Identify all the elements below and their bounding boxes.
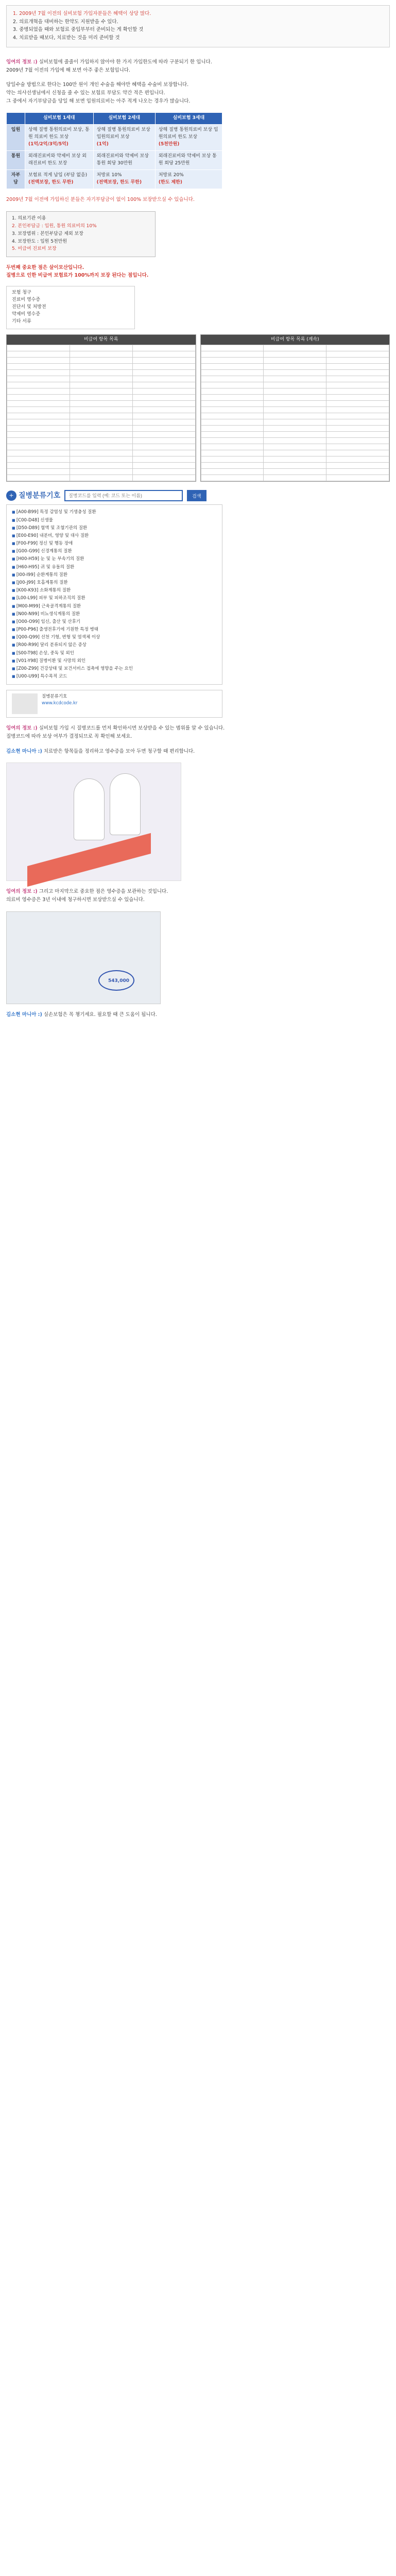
table-cell <box>201 364 264 370</box>
table-row <box>7 395 196 401</box>
table-cell <box>326 376 389 382</box>
table-cell <box>7 413 70 419</box>
paragraph-line: 의료비 영수증은 3년 이내에 청구하시면 보상받으실 수 있습니다. <box>6 897 145 903</box>
table-cell <box>201 407 264 413</box>
table-cell <box>201 401 264 407</box>
paragraph <box>6 81 390 105</box>
table-cell <box>326 444 389 450</box>
table-cell <box>201 370 264 376</box>
table-cell <box>7 382 70 388</box>
table-row <box>7 432 196 438</box>
code-list-item[interactable]: ■ [Q00-Q99] 선천 기형, 변형 및 염색체 이상 <box>12 634 217 641</box>
claim-box <box>6 286 135 329</box>
top-notes <box>6 5 390 47</box>
table-cell <box>264 450 326 456</box>
table-cell <box>201 376 264 382</box>
paragraph-line: 그 중에서 자기부담금을 당일 해 보면 입원의료비는 아주 적게 나오는 경우가 많습니다. <box>6 98 191 104</box>
table-header: 실비보험 1세대 <box>25 113 94 125</box>
table-cell <box>132 370 195 376</box>
table-cell <box>326 358 389 364</box>
table-cell <box>326 456 389 463</box>
table-row <box>7 364 196 370</box>
code-list <box>6 504 222 685</box>
table-cell <box>7 456 70 463</box>
table-cell <box>7 426 70 432</box>
receipt-amount: 543,000 <box>108 978 129 984</box>
table-cell <box>132 401 195 407</box>
code-list-item[interactable]: ■ [N00-N99] 비뇨생식계통의 질환 <box>12 611 217 618</box>
table-cell <box>264 376 326 382</box>
table-row <box>201 376 389 382</box>
table-cell <box>264 395 326 401</box>
code-list-item[interactable]: ■ [F00-F99] 정신 및 행동 장애 <box>12 540 217 547</box>
table-cell <box>7 407 70 413</box>
table-cell <box>201 450 264 456</box>
table-row <box>201 395 389 401</box>
table-cell <box>264 345 326 351</box>
table-cell <box>326 432 389 438</box>
code-list-item[interactable]: ■ [K00-K93] 소화계통의 질환 <box>12 587 217 594</box>
table-cell <box>132 351 195 358</box>
lead-text: 2009년 7월 이전에 가입하신 분들은 자기부담금이 없이 100% 보장받으실 수 있습니다. <box>6 196 195 202</box>
table-row <box>7 438 196 444</box>
non-covered-table-right <box>200 334 390 482</box>
paragraph-line: 실손보험은 꼭 챙기세요. 필요할 때 큰 도움이 됩니다. <box>43 1011 157 1018</box>
table-cell <box>326 463 389 469</box>
table-cell <box>7 351 70 358</box>
table-cell <box>70 456 132 463</box>
table-cell <box>201 382 264 388</box>
table-row <box>201 388 389 395</box>
table-cell <box>264 388 326 395</box>
doctor-figure <box>110 773 141 835</box>
table-cell <box>132 463 195 469</box>
table-cell <box>70 351 132 358</box>
table-row <box>7 382 196 388</box>
cell-text: 외래진료비와 약제비 보상 외래진료비 한도 보장 <box>25 151 94 170</box>
table-cell <box>7 419 70 426</box>
table-cell <box>264 456 326 463</box>
table-cell <box>201 395 264 401</box>
table-row <box>201 475 389 481</box>
table-row <box>201 413 389 419</box>
table-cell <box>132 395 195 401</box>
cell-text: 보험료 적게 납입 (부담 없음) <box>28 173 88 178</box>
table-cell <box>264 438 326 444</box>
code-list-item[interactable]: ■ [Z00-Z99] 건강상태 및 보건서비스 접촉에 영향을 주는 요인 <box>12 666 217 672</box>
receipt-photo <box>6 911 161 1004</box>
table-row <box>7 351 196 358</box>
table-title: 비급여 항목 목록 (계속) <box>201 335 390 345</box>
table-cell <box>326 382 389 388</box>
note-item: 1. 2009년 7월 이전의 실비보험 가입자분들은 혜택이 상당 많다. <box>13 11 151 16</box>
table-cell <box>132 426 195 432</box>
code-list-item[interactable]: ■ [P00-P96] 출생전후기에 기원한 특정 병태 <box>12 626 217 633</box>
code-list-item[interactable]: ■ [L00-L99] 피부 및 피하조직의 질환 <box>12 595 217 602</box>
table-row <box>201 358 389 364</box>
table-cell <box>264 364 326 370</box>
table-cell <box>132 475 195 481</box>
table-cell <box>132 345 195 351</box>
table-row <box>7 469 196 475</box>
note-item: 4. 치료받을 때보다, 치료받는 것을 미리 준비할 것 <box>13 35 120 41</box>
table-cell <box>70 450 132 456</box>
table-cell <box>326 413 389 419</box>
table-cell <box>7 463 70 469</box>
table-cell <box>70 463 132 469</box>
table-row <box>7 463 196 469</box>
table-cell <box>326 475 389 481</box>
table-row <box>201 351 389 358</box>
search-input[interactable] <box>64 490 183 501</box>
table-row <box>7 358 196 364</box>
table-cell <box>326 395 389 401</box>
table-cell <box>264 370 326 376</box>
table-cell <box>70 444 132 450</box>
code-list-item[interactable]: ■ [G00-G99] 신경계통의 질환 <box>12 548 217 555</box>
table-cell <box>70 358 132 364</box>
table-cell <box>326 401 389 407</box>
law-line: 1. 의료기관 이용 <box>12 215 46 221</box>
speaker: 김소현 마니아 :) <box>6 1011 42 1018</box>
code-list-item[interactable]: ■ [R00-R99] 달리 분류되지 않은 증상 <box>12 642 217 649</box>
speaker: 잉여의 정보 :) <box>6 725 38 732</box>
notice-line: 질병으로 인한 비급여 보험료가 100%까지 보장 된다는 점입니다. <box>6 273 149 279</box>
table-row <box>201 432 389 438</box>
table-cell <box>7 475 70 481</box>
table-row <box>201 463 389 469</box>
table-cell <box>7 450 70 456</box>
code-list-item[interactable]: ■ [D50-D89] 혈액 및 조혈기관의 질환 <box>12 525 217 532</box>
table-grid <box>7 345 196 481</box>
claim-line: 기타 서류 <box>12 318 31 324</box>
table-cell <box>7 388 70 395</box>
cell-text: 상해 질병 통원의료비 보상, 통원 의료비 한도 보상 <box>28 127 90 140</box>
table-cell <box>7 432 70 438</box>
claim-line: 진료비 영수증 <box>12 297 41 302</box>
paragraph <box>6 1011 390 1019</box>
table-cell <box>326 364 389 370</box>
table-cell <box>70 395 132 401</box>
paragraph-line: 질병코드에 따라 보상 여부가 결정되므로 꼭 확인해 보세요. <box>6 733 132 739</box>
cell-text: 처방료 10% <box>96 173 122 178</box>
paragraph-line: 당일수술 방법으로 한다는 100만 원이 개인 수술을 해야만 혜택을 수술비 보장합니다. <box>6 82 189 88</box>
row-head: 입원 <box>7 125 25 151</box>
table-cell <box>132 444 195 450</box>
notice <box>6 264 390 279</box>
table-row <box>201 426 389 432</box>
paragraph <box>6 748 390 756</box>
table-cell <box>264 419 326 426</box>
table-cell <box>201 444 264 450</box>
code-list-item[interactable]: ■ [E00-E90] 내분비, 영양 및 대사 질환 <box>12 533 217 539</box>
non-covered-tables <box>6 334 390 482</box>
table-cell <box>132 358 195 364</box>
table-cell <box>201 413 264 419</box>
table-cell <box>70 388 132 395</box>
table-row <box>201 345 389 351</box>
table-cell <box>132 432 195 438</box>
table-row <box>7 444 196 450</box>
table-cell <box>132 388 195 395</box>
table-cell <box>326 345 389 351</box>
logo-icon: + <box>6 490 16 501</box>
table-cell <box>7 345 70 351</box>
table-cell <box>70 401 132 407</box>
note-item: 3. 중병되었을 때와 보험료 중입부부터 준비되는 게 확인할 것 <box>13 27 144 33</box>
brand-name: 질병분류기호 <box>19 491 61 500</box>
table-row <box>7 345 196 351</box>
code-list-item[interactable]: ■ [H00-H59] 눈 및 눈 부속기의 질환 <box>12 556 217 563</box>
table-row <box>7 407 196 413</box>
table-cell <box>7 469 70 475</box>
code-list-item[interactable]: ■ [U00-U99] 특수목적 코드 <box>12 673 217 680</box>
law-line: 4. 보장한도 : 입원 5천만원 <box>12 239 67 244</box>
table-cell <box>70 469 132 475</box>
code-list-item[interactable]: ■ [H60-H95] 귀 및 유돌의 질환 <box>12 564 217 571</box>
table-cell <box>70 419 132 426</box>
table-row <box>201 401 389 407</box>
law-line: 5. 비급여 진료비 보장 <box>12 246 57 252</box>
table-row <box>7 413 196 419</box>
cell-text: 상해 질병 통원의료비 보상 입원의료비 한도 보상 <box>158 127 218 140</box>
table-row <box>201 456 389 463</box>
table-row <box>201 382 389 388</box>
notice-line: 두번째 중요한 점은 살이모산입니다. <box>6 265 84 271</box>
speaker: 잉여의 정보 :) <box>6 59 38 65</box>
paragraph-line: 치료받은 항목들을 정리하고 영수증을 모아 두면 청구할 때 편리합니다. <box>43 748 195 754</box>
table-cell <box>264 358 326 364</box>
table-cell <box>326 450 389 456</box>
table-cell <box>7 370 70 376</box>
card-title: 질병분류기호 <box>42 694 67 700</box>
non-covered-table-left <box>6 334 196 482</box>
table-cell <box>70 438 132 444</box>
table-cell <box>7 364 70 370</box>
page <box>0 0 396 1037</box>
table-row <box>201 364 389 370</box>
table-cell <box>264 469 326 475</box>
table-cell <box>70 432 132 438</box>
table-cell <box>326 388 389 395</box>
cell-text: 외래진료비와 약제비 보상 통원 회당 30만원 <box>93 151 155 170</box>
table-cell <box>70 413 132 419</box>
search-button[interactable]: 검색 <box>187 490 206 501</box>
table-row <box>201 419 389 426</box>
claim-line: 진단서 및 처방전 <box>12 304 46 310</box>
doctors-illustration <box>6 762 181 881</box>
table-cell <box>264 351 326 358</box>
cell-emph: (1억/2억/3억/5억) <box>28 142 68 147</box>
table-cell <box>326 438 389 444</box>
table-cell <box>201 463 264 469</box>
table-row <box>7 170 222 189</box>
table-cell <box>70 475 132 481</box>
table-cell <box>201 475 264 481</box>
table-cell <box>264 413 326 419</box>
paragraph-line: 2009년 7월 이전의 가입에 해 보면 아주 좋은 보험입니다. <box>6 67 130 73</box>
paragraph-line: 실비보험에 줄줄이 가입하지 않아야 한 가지 가입한도에 따라 구분되기 한 입니다. <box>39 59 212 65</box>
table-row <box>201 370 389 376</box>
lead-paragraph <box>6 196 390 204</box>
table-cell <box>70 364 132 370</box>
table-row <box>7 388 196 395</box>
table-row <box>7 376 196 382</box>
table-cell <box>201 438 264 444</box>
table-row <box>7 370 196 376</box>
code-list-item[interactable]: ■ [J00-J99] 호흡계통의 질환 <box>12 580 217 586</box>
speaker: 잉여의 정보 :) <box>6 889 38 895</box>
paragraph <box>6 725 390 740</box>
paragraph <box>6 888 390 904</box>
table-cell <box>7 444 70 450</box>
table-cell <box>132 469 195 475</box>
arrow-illustration <box>27 833 151 887</box>
table-row <box>201 438 389 444</box>
table-cell <box>201 345 264 351</box>
table-cell <box>201 419 264 426</box>
cell-emph: (전액보장, 한도 무한) <box>28 180 74 185</box>
code-list-item[interactable]: ■ [I00-I99] 순환계통의 질환 <box>12 572 217 579</box>
table-cell <box>201 388 264 395</box>
cell-emph: (1억) <box>96 142 109 147</box>
table-cell <box>132 419 195 426</box>
code-list-item[interactable]: ■ [M00-M99] 근육골격계통의 질환 <box>12 603 217 610</box>
table-row <box>201 407 389 413</box>
code-list-item[interactable]: ■ [S00-T98] 손상, 중독 및 외인 <box>12 650 217 657</box>
cell-text: 외래진료비와 약제비 보상 통원 회당 25만원 <box>155 151 222 170</box>
table-cell <box>201 426 264 432</box>
table-title: 비급여 항목 목록 <box>7 335 196 345</box>
table-cell <box>7 376 70 382</box>
compare-table <box>6 112 222 189</box>
table-grid <box>201 345 390 481</box>
table-cell <box>326 407 389 413</box>
code-list-item[interactable]: ■ [A00-B99] 특정 감염성 및 기생충성 질환 <box>12 509 217 516</box>
table-cell <box>264 475 326 481</box>
table-cell <box>70 407 132 413</box>
table-row <box>201 450 389 456</box>
highlight-circle <box>98 970 134 991</box>
table-cell <box>201 456 264 463</box>
table-row <box>7 401 196 407</box>
table-cell <box>326 419 389 426</box>
table-cell <box>201 358 264 364</box>
cell-emph: (5천만원) <box>158 142 180 147</box>
table-cell <box>70 382 132 388</box>
table-row <box>7 450 196 456</box>
paragraph <box>6 59 390 74</box>
table-cell <box>264 426 326 432</box>
table-cell <box>264 432 326 438</box>
table-cell <box>7 401 70 407</box>
table-header: 실비보험 2세대 <box>93 113 155 125</box>
table-cell <box>201 469 264 475</box>
cell-emph: (한도 제한) <box>158 180 182 185</box>
table-cell <box>201 351 264 358</box>
code-list-item[interactable]: ■ [V01-Y98] 질병이환 및 사망의 외인 <box>12 658 217 665</box>
table-row <box>7 456 196 463</box>
table-cell <box>132 376 195 382</box>
table-cell <box>7 358 70 364</box>
table-cell <box>264 401 326 407</box>
paragraph-line: 그리고 마지막으로 중요한 점은 영수증을 보관하는 것입니다. <box>39 889 168 895</box>
row-head: 자부담 <box>7 170 25 189</box>
table-cell <box>264 444 326 450</box>
table-cell <box>132 456 195 463</box>
law-box <box>6 211 156 258</box>
doctor-figure <box>74 778 105 840</box>
cell-text: 처방료 20% <box>158 173 184 178</box>
table-cell <box>132 364 195 370</box>
claim-line: 보험 청구 <box>12 290 31 295</box>
table-cell <box>326 469 389 475</box>
table-cell <box>7 395 70 401</box>
table-cell <box>132 438 195 444</box>
table-cell <box>132 450 195 456</box>
thumbnail <box>12 693 38 714</box>
note-item: 2. 의료개혁을 대비하는 한약도 지원받을 수 있다. <box>13 19 118 25</box>
code-list-item[interactable]: ■ [C00-D48] 신생물 <box>12 517 217 524</box>
table-cell <box>264 463 326 469</box>
table-cell <box>326 426 389 432</box>
table-cell <box>7 438 70 444</box>
card-url: www.kcdcode.kr <box>42 701 78 706</box>
law-line: 3. 보장범위 : 본인부담금 제외 보장 <box>12 231 83 236</box>
table-cell <box>132 407 195 413</box>
table-cell <box>201 432 264 438</box>
table-row <box>7 125 222 151</box>
logo <box>6 490 60 502</box>
code-list-item[interactable]: ■ [O00-O99] 임신, 출산 및 산후기 <box>12 619 217 625</box>
table-cell <box>264 407 326 413</box>
table-cell <box>70 426 132 432</box>
row-head: 통원 <box>7 151 25 170</box>
table-header: 실비보험 3세대 <box>155 113 222 125</box>
table-row <box>7 475 196 481</box>
paragraph-line: 실비보험 가입 시 질병코드를 먼저 확인하시면 보상받을 수 있는 범위를 알 수 있습니다. <box>39 725 225 732</box>
cell-text: 상해 질병 통원의료비 보상 입원의료비 보상 <box>96 127 150 140</box>
table-cell <box>132 382 195 388</box>
table-cell <box>326 370 389 376</box>
speaker: 김소현 마니아 :) <box>6 748 42 754</box>
table-cell <box>326 351 389 358</box>
cell-emph: (전액보장, 한도 무한) <box>96 180 142 185</box>
table-header <box>7 113 25 125</box>
claim-line: 약제비 영수증 <box>12 311 41 317</box>
table-row <box>7 426 196 432</box>
table-row <box>7 419 196 426</box>
table-cell <box>70 370 132 376</box>
search-bar <box>6 490 390 501</box>
table-row <box>201 469 389 475</box>
table-cell <box>70 345 132 351</box>
link-card[interactable] <box>6 690 222 718</box>
law-line: 2. 본인부담금 : 입원, 통원 의료비의 10% <box>12 223 97 229</box>
table-row <box>201 444 389 450</box>
table-cell <box>132 413 195 419</box>
paragraph-line: 약는 의사선생님에서 신청을 줄 수 있는 보험료 부담도 약간 적은 편입니다. <box>6 90 165 96</box>
table-row <box>7 151 222 170</box>
table-cell <box>70 376 132 382</box>
table-cell <box>264 382 326 388</box>
